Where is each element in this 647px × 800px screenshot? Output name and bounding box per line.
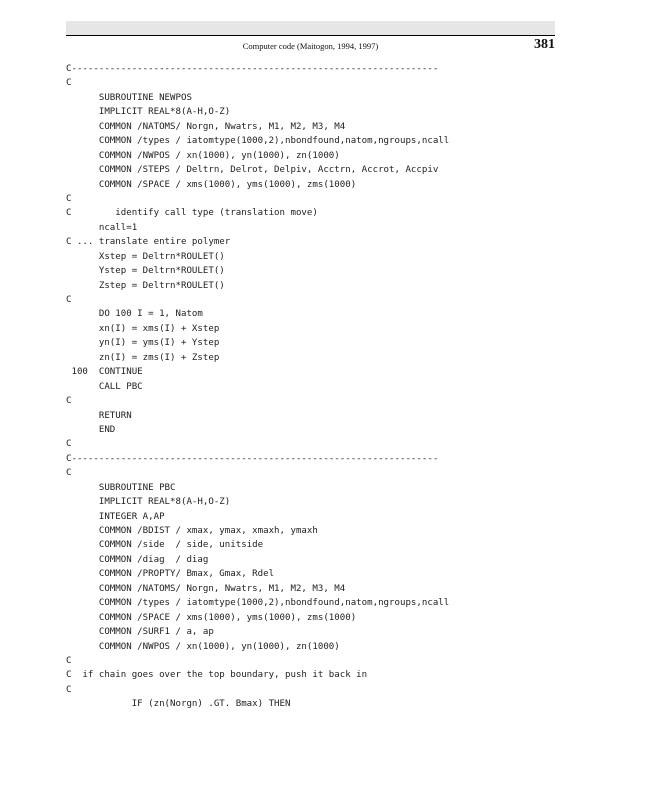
code-line: C xyxy=(66,396,72,407)
code-line: COMMON /types / iatomtype(1000,2),nbondfound,natom,ngroups,ncall xyxy=(66,136,450,147)
code-line: DO 100 I = 1, Natom xyxy=(66,309,203,320)
code-line: yn(I) = yms(I) + Ystep xyxy=(66,338,220,349)
code-line: C------------------------------------------------------------------- xyxy=(66,453,439,464)
code-line: C identify call type (translation move) xyxy=(66,208,318,219)
code-line: COMMON /NWPOS / xn(1000), yn(1000), zn(1000) xyxy=(66,150,340,161)
code-line: C------------------------------------------------------------------- xyxy=(66,64,439,74)
code-line: C xyxy=(66,78,72,89)
code-line: IF (zn(Norgn) .GT. Bmax) THEN xyxy=(66,699,291,710)
header-rule xyxy=(66,35,555,36)
code-line: C xyxy=(66,295,72,305)
code-line: COMMON /SPACE / xms(1000), yms(1000), zms(1000) xyxy=(66,179,357,190)
code-line: COMMON /STEPS / Deltrn, Delrot, Delpiv, Acctrn, Accrot, Accpiv xyxy=(66,165,439,176)
code-line: SUBROUTINE NEWPOS xyxy=(66,92,192,103)
header-band xyxy=(66,21,555,35)
code-line: COMMON /NATOMS/ Norgn, Nwatrs, M1, M2, M3, M4 xyxy=(66,121,346,132)
code-line: C xyxy=(66,193,72,204)
code-line: C xyxy=(66,655,72,666)
code-line: C xyxy=(66,468,72,479)
code-line: C xyxy=(66,439,72,450)
running-head: Computer code (Maitogon, 1994, 1997) xyxy=(242,41,379,51)
code-line: SUBROUTINE PBC xyxy=(66,482,176,493)
code-line: C xyxy=(66,684,72,695)
code-line: END xyxy=(66,424,116,435)
code-line: RETURN xyxy=(66,410,132,421)
code-line: INTEGER A,AP xyxy=(66,511,165,522)
code-listing xyxy=(66,62,449,712)
code-line: COMMON /PROPTY/ Bmax, Gmax, Rdel xyxy=(66,569,275,580)
code-line: 100 CONTINUE xyxy=(66,367,143,378)
code-line: COMMON /SURF1 / a, ap xyxy=(66,627,214,638)
code-line: CALL PBC xyxy=(66,381,143,392)
code-line: COMMON /types / iatomtype(1000,2),nbondfound,natom,ngroups,ncall xyxy=(66,598,450,609)
code-line: zn(I) = zms(I) + Zstep xyxy=(66,352,220,363)
code-line: C if chain goes over the top boundary, push it back in xyxy=(66,670,368,681)
code-line: COMMON /NATOMS/ Norgn, Nwatrs, M1, M2, M3, M4 xyxy=(66,583,346,594)
code-line: COMMON /NWPOS / xn(1000), yn(1000), zn(1000) xyxy=(66,641,340,652)
code-line: C ... translate entire polymer xyxy=(66,237,231,248)
code-line: COMMON /BDIST / xmax, ymax, xmaxh, ymaxh xyxy=(66,526,318,536)
code-line: IMPLICIT REAL*8(A-H,O-Z) xyxy=(66,497,231,508)
page-number: 381 xyxy=(534,37,555,52)
code-line: COMMON /side / side, unitside xyxy=(66,540,264,551)
code-line: Zstep = Deltrn*ROULET() xyxy=(66,280,225,291)
code-line: Xstep = Deltrn*ROULET() xyxy=(66,251,225,262)
code-line: IMPLICIT REAL*8(A-H,O-Z) xyxy=(66,107,231,118)
code-line: COMMON /SPACE / xms(1000), yms(1000), zms(1000) xyxy=(66,612,357,623)
code-line: ncall=1 xyxy=(66,222,138,233)
code-line: COMMON /diag / diag xyxy=(66,554,209,565)
code-line: xn(I) = xms(I) + Xstep xyxy=(66,323,220,334)
code-line: Ystep = Deltrn*ROULET() xyxy=(66,266,225,277)
